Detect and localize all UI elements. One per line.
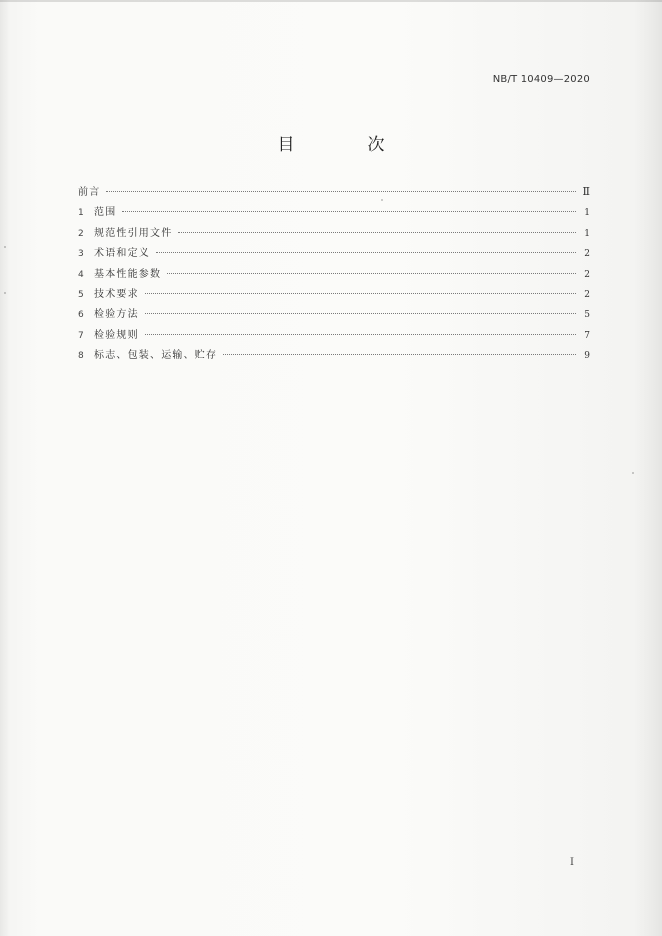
toc-entry-label: 标志、包装、运输、贮存 <box>94 350 218 362</box>
toc-entry-page: Ⅱ <box>582 185 590 198</box>
scan-speck <box>632 472 634 474</box>
toc-entry-number: 6 <box>78 310 84 321</box>
toc-entry-page: 2 <box>584 269 590 280</box>
toc-dot-leader <box>156 252 576 253</box>
toc-entry-page: 5 <box>584 310 590 321</box>
toc-entry-normative-references[interactable] <box>78 224 590 244</box>
toc-entry-terms-definitions[interactable] <box>78 244 590 264</box>
scan-top-edge <box>0 0 662 2</box>
toc-entry-page: 7 <box>584 330 590 341</box>
toc-entry-label: 基本性能参数 <box>94 268 162 280</box>
table-of-contents <box>78 183 590 367</box>
toc-entry-inspection-rules[interactable] <box>78 326 590 346</box>
toc-entry-number: 3 <box>78 249 84 260</box>
toc-dot-leader <box>178 232 576 233</box>
toc-dot-leader <box>167 273 576 274</box>
toc-entry-page: 2 <box>584 289 590 300</box>
toc-entry-marking-packaging[interactable] <box>78 346 590 366</box>
toc-entry-number: 1 <box>78 208 84 219</box>
scan-speck <box>4 292 6 294</box>
toc-entry-number: 5 <box>78 289 84 300</box>
toc-entry-label: 技术要求 <box>94 288 139 300</box>
toc-entry-label: 前言 <box>78 187 101 198</box>
toc-entry-page: 9 <box>584 351 590 362</box>
toc-entry-page: 1 <box>584 208 590 219</box>
toc-title: 目 次 <box>277 135 413 155</box>
toc-entry-basic-parameters[interactable] <box>78 265 590 285</box>
toc-entry-number: 4 <box>78 269 84 280</box>
toc-entry-foreword[interactable] <box>78 183 590 203</box>
toc-entry-label: 规范性引用文件 <box>94 227 173 239</box>
toc-entry-page: 1 <box>584 228 590 239</box>
toc-dot-leader <box>145 313 576 314</box>
toc-dot-leader <box>145 334 576 335</box>
toc-entry-test-methods[interactable] <box>78 305 590 325</box>
toc-entry-number: 8 <box>78 351 84 362</box>
toc-entry-label: 检验规则 <box>94 329 139 341</box>
document-code: NB/T 10409—2020 <box>492 74 590 85</box>
toc-dot-leader <box>223 354 576 355</box>
toc-entry-scope[interactable] <box>78 203 590 223</box>
toc-entry-page: 2 <box>584 249 590 260</box>
toc-entry-label: 检验方法 <box>94 309 139 321</box>
toc-dot-leader <box>145 293 576 294</box>
toc-entry-label: 术语和定义 <box>94 248 150 260</box>
toc-dot-leader <box>122 211 576 212</box>
toc-entry-technical-requirements[interactable] <box>78 285 590 305</box>
toc-entry-number: 2 <box>78 228 84 239</box>
scan-speck <box>381 199 383 201</box>
page-number: I <box>570 857 574 868</box>
toc-dot-leader <box>106 191 576 192</box>
toc-entry-number: 7 <box>78 330 84 341</box>
scan-speck <box>4 246 6 248</box>
toc-entry-label: 范围 <box>94 207 117 219</box>
